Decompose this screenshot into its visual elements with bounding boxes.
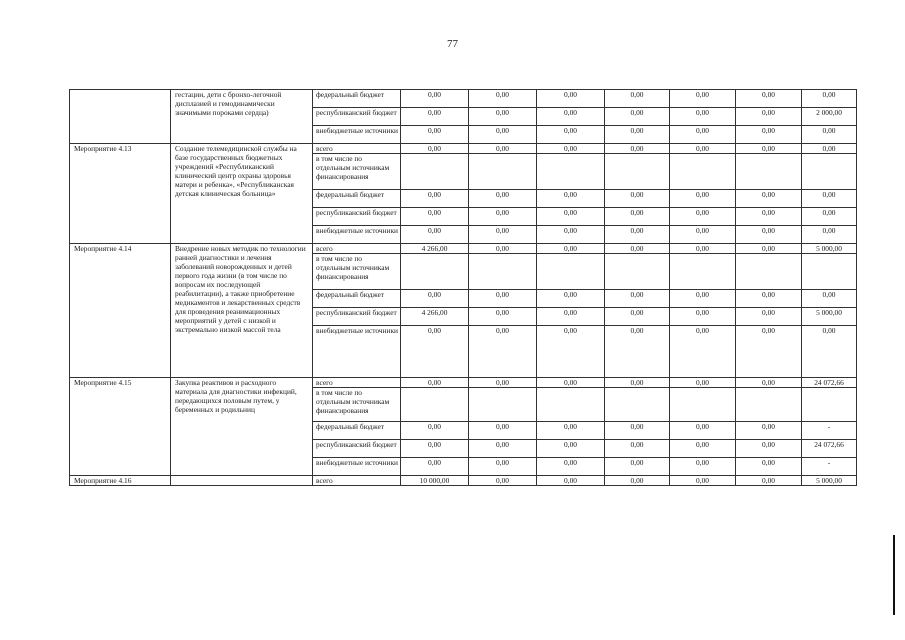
amount-cell — [401, 254, 469, 290]
table-row — [70, 476, 857, 486]
funding-source-cell: всего — [313, 144, 401, 154]
amount-cell: 0,00 — [736, 440, 802, 458]
amount-cell: 0,00 — [605, 208, 670, 226]
amount-cell: 0,00 — [605, 308, 670, 326]
amount-cell — [802, 388, 857, 422]
funding-source-cell: федеральный бюджет — [313, 190, 401, 208]
amount-cell: 0,00 — [736, 458, 802, 476]
amount-cell: 0,00 — [537, 326, 605, 378]
amount-cell: 0,00 — [736, 378, 802, 388]
amount-cell: 0,00 — [736, 308, 802, 326]
amount-cell: 0,00 — [670, 144, 736, 154]
amount-cell: 0,00 — [401, 144, 469, 154]
amount-cell: 5 000,00 — [802, 308, 857, 326]
amount-cell: 0,00 — [537, 208, 605, 226]
amount-cell: 0,00 — [401, 290, 469, 308]
amount-cell: 0,00 — [401, 226, 469, 244]
amount-cell — [537, 154, 605, 190]
amount-cell: 4 266,00 — [401, 244, 469, 254]
amount-cell — [670, 254, 736, 290]
funding-source-cell: республиканский бюджет — [313, 440, 401, 458]
event-description-cell: гестации, дети с бронхо-легочной дисплазией и гемодинамически значимыми пороками сердца) — [171, 90, 313, 144]
amount-cell: 0,00 — [469, 108, 537, 126]
amount-cell: 0,00 — [736, 108, 802, 126]
amount-cell: 0,00 — [605, 458, 670, 476]
amount-cell: 0,00 — [605, 90, 670, 108]
amount-cell: 0,00 — [537, 90, 605, 108]
amount-cell: 0,00 — [537, 422, 605, 440]
amount-cell: 0,00 — [401, 422, 469, 440]
amount-cell: 5 000,00 — [802, 476, 857, 486]
amount-cell: 0,00 — [469, 378, 537, 388]
amount-cell: 0,00 — [401, 378, 469, 388]
funding-source-cell: в том числе по отдельным источникам финансирования — [313, 254, 401, 290]
amount-cell — [802, 254, 857, 290]
amount-cell — [537, 388, 605, 422]
amount-cell: 0,00 — [469, 244, 537, 254]
amount-cell: 0,00 — [605, 226, 670, 244]
event-description-cell: Создание телемедицинской службы на базе государственных бюджетных учреждений «Республиканский клинический центр охраны здоровья матери и ребенка», «Республиканская детская клиническая больница» — [171, 144, 313, 244]
amount-cell: 0,00 — [401, 108, 469, 126]
event-description-cell — [171, 476, 313, 486]
amount-cell — [605, 388, 670, 422]
funding-source-cell: республиканский бюджет — [313, 308, 401, 326]
amount-cell: 0,00 — [670, 190, 736, 208]
event-name-cell — [70, 90, 171, 144]
amount-cell: 5 000,00 — [802, 244, 857, 254]
amount-cell — [469, 388, 537, 422]
amount-cell: 0,00 — [670, 290, 736, 308]
amount-cell: 0,00 — [401, 458, 469, 476]
amount-cell: 0,00 — [670, 244, 736, 254]
amount-cell: 0,00 — [605, 422, 670, 440]
amount-cell: 0,00 — [605, 126, 670, 144]
amount-cell: 0,00 — [736, 226, 802, 244]
funding-source-cell: всего — [313, 244, 401, 254]
amount-cell: 24 072,66 — [802, 378, 857, 388]
amount-cell: 0,00 — [605, 244, 670, 254]
amount-cell: 24 072,66 — [802, 440, 857, 458]
table-row — [70, 244, 857, 254]
amount-cell — [401, 388, 469, 422]
funding-table — [69, 89, 857, 486]
amount-cell: 0,00 — [401, 208, 469, 226]
amount-cell: 0,00 — [670, 108, 736, 126]
amount-cell: 0,00 — [670, 422, 736, 440]
funding-source-cell: внебюджетные источники — [313, 126, 401, 144]
amount-cell: 0,00 — [670, 126, 736, 144]
amount-cell: 0,00 — [401, 90, 469, 108]
amount-cell: 0,00 — [469, 90, 537, 108]
amount-cell: 0,00 — [469, 440, 537, 458]
amount-cell: 0,00 — [469, 476, 537, 486]
amount-cell: 0,00 — [537, 244, 605, 254]
event-description-cell: Внедрение новых методик по технологии ранней диагностики и лечения заболеваний новорожденных и детей первого года жизни (в том числе по вопросам их последующей реабилитации), а также приобретение медикаментов и лекарственных средств для проведения реанимационных мероприятий у детей с низкой и экстремально низкой массой тела — [171, 244, 313, 378]
amount-cell — [401, 154, 469, 190]
amount-cell — [670, 154, 736, 190]
amount-cell: 0,00 — [605, 378, 670, 388]
amount-cell: 0,00 — [736, 90, 802, 108]
amount-cell: 0,00 — [736, 208, 802, 226]
amount-cell — [605, 154, 670, 190]
amount-cell: 0,00 — [537, 476, 605, 486]
scan-edge-mark — [893, 535, 895, 615]
amount-cell: 2 000,00 — [802, 108, 857, 126]
amount-cell: 0,00 — [537, 144, 605, 154]
amount-cell: 0,00 — [537, 126, 605, 144]
amount-cell — [670, 388, 736, 422]
amount-cell: 0,00 — [802, 226, 857, 244]
amount-cell: 0,00 — [469, 422, 537, 440]
amount-cell: 0,00 — [605, 476, 670, 486]
amount-cell: 0,00 — [469, 226, 537, 244]
amount-cell: 0,00 — [605, 190, 670, 208]
amount-cell: 0,00 — [469, 144, 537, 154]
amount-cell: 0,00 — [802, 208, 857, 226]
amount-cell: 0,00 — [469, 458, 537, 476]
amount-cell: 4 266,00 — [401, 308, 469, 326]
amount-cell: 0,00 — [802, 90, 857, 108]
amount-cell: 0,00 — [401, 326, 469, 378]
amount-cell: 0,00 — [469, 190, 537, 208]
amount-cell: 10 000,00 — [401, 476, 469, 486]
amount-cell: 0,00 — [605, 290, 670, 308]
amount-cell — [537, 254, 605, 290]
amount-cell: 0,00 — [736, 290, 802, 308]
amount-cell: 0,00 — [670, 326, 736, 378]
amount-cell: 0,00 — [670, 308, 736, 326]
page-number: 77 — [447, 38, 458, 50]
amount-cell: 0,00 — [605, 144, 670, 154]
funding-source-cell: республиканский бюджет — [313, 108, 401, 126]
funding-source-cell: федеральный бюджет — [313, 90, 401, 108]
amount-cell — [605, 254, 670, 290]
amount-cell: 0,00 — [605, 108, 670, 126]
amount-cell: - — [802, 458, 857, 476]
event-description-cell: Закупка реактивов и расходного материала для диагностики инфекций, передающихся половым путем, у беременных и родильниц — [171, 378, 313, 476]
funding-source-cell: федеральный бюджет — [313, 290, 401, 308]
amount-cell — [802, 154, 857, 190]
table-row — [70, 90, 857, 108]
amount-cell — [736, 254, 802, 290]
amount-cell — [736, 154, 802, 190]
amount-cell: 0,00 — [469, 290, 537, 308]
amount-cell: 0,00 — [401, 440, 469, 458]
amount-cell: 0,00 — [736, 190, 802, 208]
amount-cell: 0,00 — [469, 308, 537, 326]
amount-cell: 0,00 — [670, 458, 736, 476]
amount-cell: 0,00 — [537, 458, 605, 476]
event-name-cell: Мероприятие 4.16 — [70, 476, 171, 486]
event-name-cell: Мероприятие 4.14 — [70, 244, 171, 378]
amount-cell: 0,00 — [537, 226, 605, 244]
amount-cell: 0,00 — [469, 326, 537, 378]
amount-cell: 0,00 — [802, 290, 857, 308]
amount-cell: 0,00 — [736, 476, 802, 486]
funding-source-cell: федеральный бюджет — [313, 422, 401, 440]
amount-cell: 0,00 — [537, 108, 605, 126]
amount-cell: 0,00 — [736, 126, 802, 144]
amount-cell: 0,00 — [802, 326, 857, 378]
funding-source-cell: внебюджетные источники — [313, 226, 401, 244]
funding-source-cell: республиканский бюджет — [313, 208, 401, 226]
amount-cell: 0,00 — [736, 144, 802, 154]
funding-source-cell: в том числе по отдельным источникам финансирования — [313, 154, 401, 190]
amount-cell: 0,00 — [670, 476, 736, 486]
amount-cell — [469, 154, 537, 190]
funding-source-cell: всего — [313, 378, 401, 388]
event-name-cell: Мероприятие 4.15 — [70, 378, 171, 476]
amount-cell: 0,00 — [537, 290, 605, 308]
amount-cell: 0,00 — [537, 308, 605, 326]
table-row — [70, 144, 857, 154]
amount-cell: 0,00 — [401, 190, 469, 208]
amount-cell: 0,00 — [802, 126, 857, 144]
amount-cell: 0,00 — [469, 208, 537, 226]
table-row — [70, 378, 857, 388]
amount-cell: 0,00 — [802, 190, 857, 208]
amount-cell: - — [802, 422, 857, 440]
amount-cell: 0,00 — [736, 422, 802, 440]
amount-cell: 0,00 — [670, 378, 736, 388]
amount-cell: 0,00 — [736, 244, 802, 254]
amount-cell: 0,00 — [670, 440, 736, 458]
amount-cell: 0,00 — [670, 226, 736, 244]
amount-cell: 0,00 — [670, 208, 736, 226]
amount-cell: 0,00 — [469, 126, 537, 144]
funding-source-cell: внебюджетные источники — [313, 326, 401, 378]
amount-cell — [469, 254, 537, 290]
amount-cell: 0,00 — [401, 126, 469, 144]
funding-source-cell: в том числе по отдельным источникам финансирования — [313, 388, 401, 422]
amount-cell: 0,00 — [537, 190, 605, 208]
amount-cell: 0,00 — [605, 326, 670, 378]
amount-cell: 0,00 — [802, 144, 857, 154]
amount-cell: 0,00 — [537, 440, 605, 458]
amount-cell: 0,00 — [537, 378, 605, 388]
amount-cell: 0,00 — [605, 440, 670, 458]
funding-source-cell: всего — [313, 476, 401, 486]
amount-cell: 0,00 — [736, 326, 802, 378]
amount-cell: 0,00 — [670, 90, 736, 108]
funding-source-cell: внебюджетные источники — [313, 458, 401, 476]
amount-cell — [736, 388, 802, 422]
event-name-cell: Мероприятие 4.13 — [70, 144, 171, 244]
